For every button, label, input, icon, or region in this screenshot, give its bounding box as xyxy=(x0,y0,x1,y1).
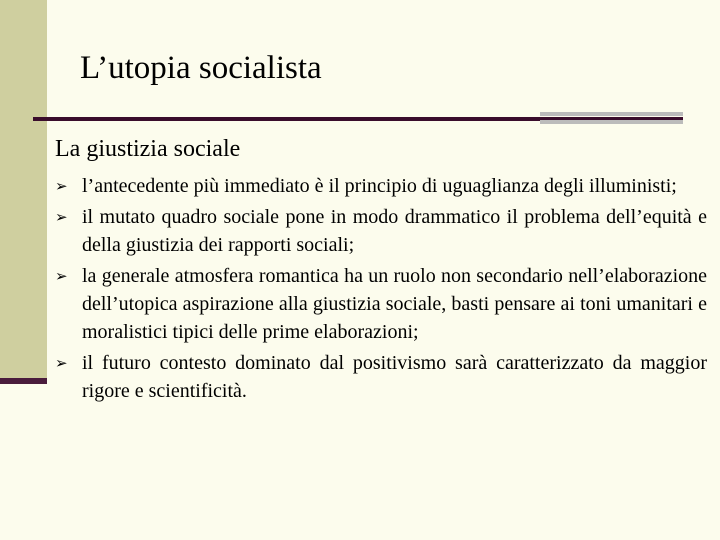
bullet-text: il futuro contesto dominato dal positivismo sarà caratterizzato da maggior rigore e scientificità. xyxy=(82,352,707,402)
bullet-text: il mutato quadro sociale pone in modo drammatico il problema dell’equità e della giustizia dei rapporti sociali; xyxy=(82,206,707,256)
arrow-bullet-icon: ➢ xyxy=(55,208,68,226)
arrow-bullet-icon: ➢ xyxy=(55,267,68,285)
arrow-bullet-icon: ➢ xyxy=(55,354,68,372)
bullet-list xyxy=(55,172,707,408)
title-rule-light-bottom xyxy=(540,120,683,124)
left-bar-divider xyxy=(0,378,47,384)
left-accent-bar xyxy=(0,0,47,378)
title-rule-light-top xyxy=(540,112,683,116)
bullet-text: l’antecedente più immediato è il principio di uguaglianza degli illuministi; xyxy=(82,175,677,197)
arrow-bullet-icon: ➢ xyxy=(55,177,68,195)
title-rule-right xyxy=(540,117,683,120)
list-item xyxy=(55,262,707,346)
slide-title: L’utopia socialista xyxy=(80,50,322,86)
title-rule xyxy=(33,117,540,121)
slide-subtitle: La giustizia sociale xyxy=(55,136,241,162)
list-item xyxy=(55,203,707,259)
list-item xyxy=(55,172,707,200)
bullet-text: la generale atmosfera romantica ha un ruolo non secondario nell’elaborazione dell’utopica aspirazione alla giustizia sociale, basti pensare ai toni umanitari e moralistici tipici delle prime elaborazioni; xyxy=(82,265,707,343)
list-item xyxy=(55,349,707,405)
